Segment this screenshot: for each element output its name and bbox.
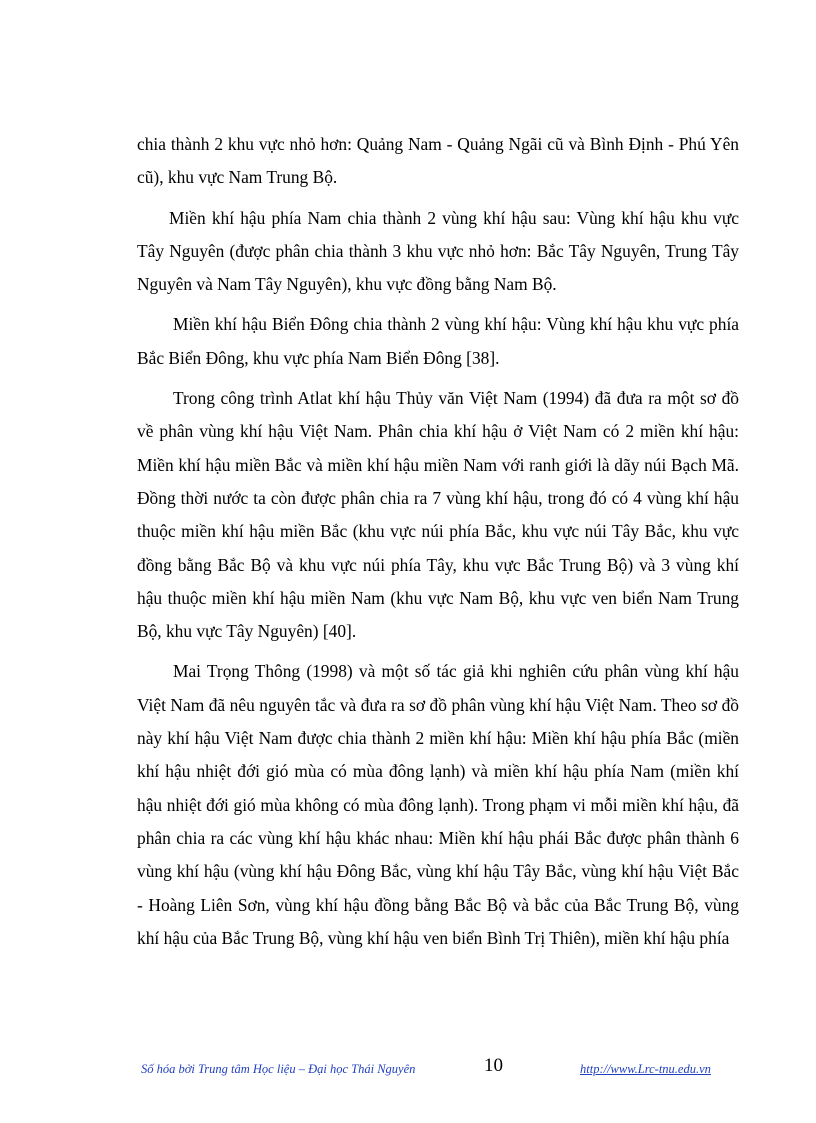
page-number: 10 [484,1055,503,1076]
paragraph-1: chia thành 2 khu vực nhỏ hơn: Quảng Nam - Quảng Ngãi cũ và Bình Định - Phú Yên cũ), khu vực Nam Trung Bộ. [137,134,739,188]
document-body [137,128,739,962]
paragraph-2: Miền khí hậu phía Nam chia thành 2 vùng khí hậu sau: Vùng khí hậu khu vực Tây Nguyên (được phân chia thành 3 khu vực nhỏ hơn: Bắc Tây Nguyên, Trung Tây Nguyên và Nam Tây Nguyên), khu vực đồng bằng Nam Bộ. [137,207,739,295]
page-footer [0,1052,816,1082]
paragraph-3: Miền khí hậu Biển Đông chia thành 2 vùng khí hậu: Vùng khí hậu khu vực phía Bắc Biển Đông, khu vực phía Nam Biển Đông [38]. [137,314,739,368]
paragraph-4: Trong công trình Atlat khí hậu Thủy văn Việt Nam (1994) đã đưa ra một sơ đồ về phân vùng khí hậu Việt Nam. Phân chia khí hậu ở Việt Nam có 2 miền khí hậu: Miền khí hậu miền Bắc và miền khí hậu miền Nam với ranh giới là dãy núi Bạch Mã. Đồng thời nước ta còn được phân chia ra 7 vùng khí hậu, trong đó có 4 vùng khí hậu thuộc miền khí hậu miền Bắc (khu vực núi phía Bắc, khu vực núi Tây Bắc, khu vực đồng bằng Bắc Bộ và khu vực núi phía Tây, khu vực Bắc Trung Bộ) và 3 vùng khí hậu thuộc miền khí hậu miền Nam (khu vực Nam Bộ, khu vực ven biển Nam Trung Bộ, khu vực Tây Nguyên) [40]. [137,388,739,642]
paragraph-5: Mai Trọng Thông (1998) và một số tác giả khi nghiên cứu phân vùng khí hậu Việt Nam đã nêu nguyên tắc và đưa ra sơ đồ phân vùng khí hậu Việt Nam. Theo sơ đồ này khí hậu Việt Nam được chia thành 2 miền khí hậu: Miền khí hậu phía Bắc (miền khí hậu nhiệt đới gió mùa có mùa đông lạnh) và miền khí hậu phía Nam (miền khí hậu nhiệt đới gió mùa không có mùa đông lạnh). Trong phạm vi mỗi miền khí hậu, đã phân chia ra các vùng khí hậu khác nhau: Miền khí hậu phái Bắc được phân thành 6 vùng khí hậu (vùng khí hậu Đông Bắc, vùng khí hậu Tây Bắc, vùng khí hậu Việt Bắc - Hoàng Liên Sơn, vùng khí hậu đồng bằng Bắc Bộ và bắc của Bắc Trung Bộ, vùng khí hậu của Bắc Trung Bộ, vùng khí hậu ven biển Bình Trị Thiên), miền khí hậu phía [137,661,739,948]
footer-website-link[interactable]: http://www.Lrc-tnu.edu.vn [580,1062,711,1076]
footer-source-text: Số hóa bởi Trung tâm Học liệu – Đại học Thái Nguyên [141,1062,416,1076]
